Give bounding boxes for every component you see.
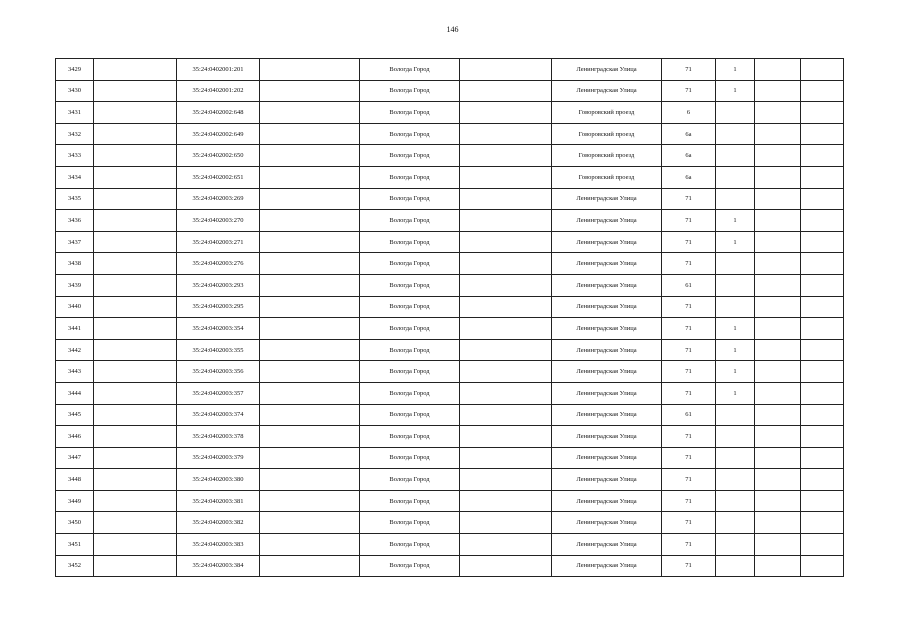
street-cell: Ленинградская Улица <box>552 80 662 102</box>
street-cell: Ленинградская Улица <box>552 512 662 534</box>
cadastral-number-cell: 35:24:0402003:383 <box>177 534 260 556</box>
row-number-cell: 3446 <box>56 426 94 448</box>
empty-cell <box>260 166 360 188</box>
empty-cell <box>460 188 552 210</box>
empty-cell <box>755 296 801 318</box>
street-cell: Говоровский проезд <box>552 166 662 188</box>
empty-cell <box>94 166 177 188</box>
flat-count-cell <box>716 512 755 534</box>
empty-cell <box>801 80 844 102</box>
street-cell: Ленинградская Улица <box>552 361 662 383</box>
empty-cell <box>94 188 177 210</box>
empty-cell <box>460 59 552 81</box>
empty-cell <box>801 555 844 577</box>
table-row <box>56 339 844 361</box>
empty-cell <box>460 123 552 145</box>
empty-cell <box>460 102 552 124</box>
row-number-cell: 3441 <box>56 318 94 340</box>
registry-table <box>55 58 844 577</box>
empty-cell <box>94 59 177 81</box>
empty-cell <box>755 80 801 102</box>
empty-cell <box>755 426 801 448</box>
empty-cell <box>260 382 360 404</box>
flat-count-cell <box>716 534 755 556</box>
empty-cell <box>260 231 360 253</box>
empty-cell <box>801 382 844 404</box>
city-cell: Вологда Город <box>360 210 460 232</box>
street-cell: Ленинградская Улица <box>552 339 662 361</box>
empty-cell <box>94 382 177 404</box>
table-row <box>56 426 844 448</box>
empty-cell <box>94 123 177 145</box>
empty-cell <box>94 447 177 469</box>
street-cell: Ленинградская Улица <box>552 382 662 404</box>
flat-count-cell <box>716 296 755 318</box>
street-cell: Ленинградская Улица <box>552 469 662 491</box>
cadastral-number-cell: 35:24:0402003:378 <box>177 426 260 448</box>
house-number-cell: 71 <box>662 490 716 512</box>
house-number-cell: 71 <box>662 59 716 81</box>
house-number-cell: 71 <box>662 231 716 253</box>
house-number-cell: 71 <box>662 426 716 448</box>
row-number-cell: 3442 <box>56 339 94 361</box>
empty-cell <box>755 404 801 426</box>
empty-cell <box>801 404 844 426</box>
empty-cell <box>755 231 801 253</box>
empty-cell <box>755 555 801 577</box>
street-cell: Ленинградская Улица <box>552 274 662 296</box>
row-number-cell: 3430 <box>56 80 94 102</box>
cadastral-number-cell: 35:24:0402003:293 <box>177 274 260 296</box>
empty-cell <box>260 59 360 81</box>
cadastral-number-cell: 35:24:0402003:356 <box>177 361 260 383</box>
flat-count-cell <box>716 166 755 188</box>
row-number-cell: 3435 <box>56 188 94 210</box>
city-cell: Вологда Город <box>360 447 460 469</box>
empty-cell <box>260 534 360 556</box>
cadastral-number-cell: 35:24:0402003:380 <box>177 469 260 491</box>
empty-cell <box>801 361 844 383</box>
empty-cell <box>755 447 801 469</box>
empty-cell <box>260 490 360 512</box>
city-cell: Вологда Город <box>360 123 460 145</box>
empty-cell <box>801 188 844 210</box>
empty-cell <box>460 231 552 253</box>
empty-cell <box>801 102 844 124</box>
empty-cell <box>94 274 177 296</box>
cadastral-number-cell: 35:24:0402003:355 <box>177 339 260 361</box>
empty-cell <box>94 490 177 512</box>
city-cell: Вологда Город <box>360 145 460 167</box>
empty-cell <box>260 426 360 448</box>
cadastral-number-cell: 35:24:0402003:374 <box>177 404 260 426</box>
city-cell: Вологда Город <box>360 382 460 404</box>
flat-count-cell <box>716 145 755 167</box>
city-cell: Вологда Город <box>360 296 460 318</box>
street-cell: Говоровский проезд <box>552 145 662 167</box>
street-cell: Ленинградская Улица <box>552 188 662 210</box>
empty-cell <box>460 145 552 167</box>
empty-cell <box>94 404 177 426</box>
house-number-cell: 71 <box>662 80 716 102</box>
empty-cell <box>260 253 360 275</box>
house-number-cell: 71 <box>662 210 716 232</box>
table-row <box>56 512 844 534</box>
house-number-cell: 71 <box>662 296 716 318</box>
empty-cell <box>801 253 844 275</box>
house-number-cell: 71 <box>662 318 716 340</box>
flat-count-cell: 1 <box>716 59 755 81</box>
table-row <box>56 469 844 491</box>
empty-cell <box>801 490 844 512</box>
street-cell: Говоровский проезд <box>552 123 662 145</box>
house-number-cell: 71 <box>662 447 716 469</box>
empty-cell <box>460 555 552 577</box>
city-cell: Вологда Город <box>360 274 460 296</box>
empty-cell <box>94 296 177 318</box>
house-number-cell: 71 <box>662 361 716 383</box>
empty-cell <box>801 426 844 448</box>
flat-count-cell: 1 <box>716 339 755 361</box>
empty-cell <box>260 512 360 534</box>
table-row <box>56 210 844 232</box>
empty-cell <box>755 102 801 124</box>
empty-cell <box>801 59 844 81</box>
empty-cell <box>94 534 177 556</box>
flat-count-cell: 1 <box>716 231 755 253</box>
empty-cell <box>801 296 844 318</box>
table-row <box>56 166 844 188</box>
empty-cell <box>801 469 844 491</box>
empty-cell <box>755 361 801 383</box>
street-cell: Ленинградская Улица <box>552 447 662 469</box>
row-number-cell: 3429 <box>56 59 94 81</box>
cadastral-number-cell: 35:24:0402003:270 <box>177 210 260 232</box>
empty-cell <box>755 59 801 81</box>
empty-cell <box>260 145 360 167</box>
table-row <box>56 382 844 404</box>
street-cell: Ленинградская Улица <box>552 490 662 512</box>
empty-cell <box>801 210 844 232</box>
empty-cell <box>260 447 360 469</box>
city-cell: Вологда Город <box>360 490 460 512</box>
empty-cell <box>460 490 552 512</box>
row-number-cell: 3448 <box>56 469 94 491</box>
empty-cell <box>460 512 552 534</box>
flat-count-cell <box>716 447 755 469</box>
cadastral-number-cell: 35:24:0402003:384 <box>177 555 260 577</box>
cadastral-number-cell: 35:24:0402003:354 <box>177 318 260 340</box>
city-cell: Вологда Город <box>360 512 460 534</box>
empty-cell <box>755 382 801 404</box>
row-number-cell: 3443 <box>56 361 94 383</box>
empty-cell <box>460 469 552 491</box>
table-row <box>56 404 844 426</box>
cadastral-number-cell: 35:24:0402003:271 <box>177 231 260 253</box>
flat-count-cell: 1 <box>716 318 755 340</box>
empty-cell <box>755 274 801 296</box>
flat-count-cell <box>716 188 755 210</box>
empty-cell <box>755 512 801 534</box>
row-number-cell: 3437 <box>56 231 94 253</box>
table-row <box>56 102 844 124</box>
table-row <box>56 534 844 556</box>
house-number-cell: 71 <box>662 469 716 491</box>
empty-cell <box>460 80 552 102</box>
empty-cell <box>460 274 552 296</box>
empty-cell <box>460 210 552 232</box>
city-cell: Вологда Город <box>360 555 460 577</box>
house-number-cell: 61 <box>662 274 716 296</box>
empty-cell <box>94 253 177 275</box>
table-row <box>56 231 844 253</box>
house-number-cell: 71 <box>662 188 716 210</box>
empty-cell <box>460 361 552 383</box>
street-cell: Ленинградская Улица <box>552 534 662 556</box>
house-number-cell: 71 <box>662 339 716 361</box>
street-cell: Ленинградская Улица <box>552 404 662 426</box>
row-number-cell: 3451 <box>56 534 94 556</box>
empty-cell <box>260 188 360 210</box>
empty-cell <box>260 404 360 426</box>
table-row <box>56 318 844 340</box>
flat-count-cell <box>716 123 755 145</box>
flat-count-cell: 1 <box>716 361 755 383</box>
cadastral-number-cell: 35:24:0402003:382 <box>177 512 260 534</box>
street-cell: Ленинградская Улица <box>552 59 662 81</box>
flat-count-cell <box>716 274 755 296</box>
registry-table-body <box>56 59 844 577</box>
empty-cell <box>94 80 177 102</box>
street-cell: Ленинградская Улица <box>552 253 662 275</box>
empty-cell <box>94 318 177 340</box>
table-row <box>56 145 844 167</box>
cadastral-number-cell: 35:24:0402003:295 <box>177 296 260 318</box>
empty-cell <box>460 339 552 361</box>
empty-cell <box>94 512 177 534</box>
house-number-cell: 6 <box>662 102 716 124</box>
empty-cell <box>460 382 552 404</box>
city-cell: Вологда Город <box>360 59 460 81</box>
table-row <box>56 274 844 296</box>
empty-cell <box>260 339 360 361</box>
city-cell: Вологда Город <box>360 80 460 102</box>
row-number-cell: 3438 <box>56 253 94 275</box>
city-cell: Вологда Город <box>360 361 460 383</box>
flat-count-cell <box>716 490 755 512</box>
page-number: 146 <box>446 25 459 34</box>
table-row <box>56 296 844 318</box>
house-number-cell: 6а <box>662 145 716 167</box>
street-cell: Ленинградская Улица <box>552 210 662 232</box>
city-cell: Вологда Город <box>360 231 460 253</box>
empty-cell <box>755 490 801 512</box>
empty-cell <box>755 318 801 340</box>
street-cell: Говоровский проезд <box>552 102 662 124</box>
flat-count-cell: 1 <box>716 382 755 404</box>
table-row <box>56 361 844 383</box>
row-number-cell: 3445 <box>56 404 94 426</box>
empty-cell <box>260 555 360 577</box>
row-number-cell: 3449 <box>56 490 94 512</box>
city-cell: Вологда Город <box>360 166 460 188</box>
table-row <box>56 253 844 275</box>
empty-cell <box>755 166 801 188</box>
flat-count-cell <box>716 426 755 448</box>
flat-count-cell <box>716 555 755 577</box>
cadastral-number-cell: 35:24:0402002:650 <box>177 145 260 167</box>
cadastral-number-cell: 35:24:0402001:201 <box>177 59 260 81</box>
cadastral-number-cell: 35:24:0402002:648 <box>177 102 260 124</box>
flat-count-cell: 1 <box>716 210 755 232</box>
street-cell: Ленинградская Улица <box>552 426 662 448</box>
cadastral-number-cell: 35:24:0402003:357 <box>177 382 260 404</box>
empty-cell <box>801 123 844 145</box>
empty-cell <box>755 469 801 491</box>
street-cell: Ленинградская Улица <box>552 555 662 577</box>
empty-cell <box>755 123 801 145</box>
flat-count-cell: 1 <box>716 80 755 102</box>
empty-cell <box>460 166 552 188</box>
empty-cell <box>460 253 552 275</box>
row-number-cell: 3444 <box>56 382 94 404</box>
empty-cell <box>755 339 801 361</box>
empty-cell <box>260 296 360 318</box>
empty-cell <box>801 512 844 534</box>
cadastral-number-cell: 35:24:0402001:202 <box>177 80 260 102</box>
row-number-cell: 3436 <box>56 210 94 232</box>
table-row <box>56 80 844 102</box>
empty-cell <box>94 555 177 577</box>
row-number-cell: 3434 <box>56 166 94 188</box>
flat-count-cell <box>716 469 755 491</box>
cadastral-number-cell: 35:24:0402003:381 <box>177 490 260 512</box>
empty-cell <box>94 102 177 124</box>
empty-cell <box>801 231 844 253</box>
house-number-cell: 6а <box>662 123 716 145</box>
row-number-cell: 3432 <box>56 123 94 145</box>
empty-cell <box>755 253 801 275</box>
row-number-cell: 3431 <box>56 102 94 124</box>
empty-cell <box>755 145 801 167</box>
empty-cell <box>801 447 844 469</box>
empty-cell <box>460 404 552 426</box>
city-cell: Вологда Город <box>360 318 460 340</box>
empty-cell <box>755 534 801 556</box>
table-row <box>56 447 844 469</box>
street-cell: Ленинградская Улица <box>552 231 662 253</box>
empty-cell <box>94 426 177 448</box>
empty-cell <box>460 447 552 469</box>
row-number-cell: 3439 <box>56 274 94 296</box>
empty-cell <box>260 318 360 340</box>
empty-cell <box>801 166 844 188</box>
city-cell: Вологда Город <box>360 339 460 361</box>
cadastral-number-cell: 35:24:0402003:276 <box>177 253 260 275</box>
empty-cell <box>260 469 360 491</box>
empty-cell <box>260 80 360 102</box>
empty-cell <box>260 102 360 124</box>
flat-count-cell <box>716 102 755 124</box>
empty-cell <box>94 145 177 167</box>
empty-cell <box>94 210 177 232</box>
city-cell: Вологда Город <box>360 188 460 210</box>
empty-cell <box>755 188 801 210</box>
house-number-cell: 71 <box>662 555 716 577</box>
row-number-cell: 3447 <box>56 447 94 469</box>
city-cell: Вологда Город <box>360 469 460 491</box>
city-cell: Вологда Город <box>360 534 460 556</box>
street-cell: Ленинградская Улица <box>552 296 662 318</box>
row-number-cell: 3433 <box>56 145 94 167</box>
empty-cell <box>460 534 552 556</box>
flat-count-cell <box>716 404 755 426</box>
house-number-cell: 71 <box>662 512 716 534</box>
empty-cell <box>460 426 552 448</box>
row-number-cell: 3440 <box>56 296 94 318</box>
empty-cell <box>801 274 844 296</box>
empty-cell <box>94 469 177 491</box>
row-number-cell: 3452 <box>56 555 94 577</box>
empty-cell <box>94 339 177 361</box>
empty-cell <box>801 145 844 167</box>
house-number-cell: 71 <box>662 534 716 556</box>
city-cell: Вологда Город <box>360 253 460 275</box>
house-number-cell: 61 <box>662 404 716 426</box>
empty-cell <box>260 123 360 145</box>
empty-cell <box>260 274 360 296</box>
empty-cell <box>94 231 177 253</box>
table-row <box>56 123 844 145</box>
empty-cell <box>801 534 844 556</box>
row-number-cell: 3450 <box>56 512 94 534</box>
table-row <box>56 59 844 81</box>
cadastral-number-cell: 35:24:0402002:651 <box>177 166 260 188</box>
house-number-cell: 71 <box>662 253 716 275</box>
table-row <box>56 188 844 210</box>
city-cell: Вологда Город <box>360 404 460 426</box>
city-cell: Вологда Город <box>360 102 460 124</box>
table-row <box>56 490 844 512</box>
city-cell: Вологда Город <box>360 426 460 448</box>
street-cell: Ленинградская Улица <box>552 318 662 340</box>
empty-cell <box>260 361 360 383</box>
empty-cell <box>94 361 177 383</box>
empty-cell <box>801 339 844 361</box>
house-number-cell: 71 <box>662 382 716 404</box>
empty-cell <box>801 318 844 340</box>
table-row <box>56 555 844 577</box>
empty-cell <box>460 318 552 340</box>
empty-cell <box>460 296 552 318</box>
empty-cell <box>755 210 801 232</box>
cadastral-number-cell: 35:24:0402002:649 <box>177 123 260 145</box>
flat-count-cell <box>716 253 755 275</box>
cadastral-number-cell: 35:24:0402003:269 <box>177 188 260 210</box>
cadastral-number-cell: 35:24:0402003:379 <box>177 447 260 469</box>
house-number-cell: 6а <box>662 166 716 188</box>
empty-cell <box>260 210 360 232</box>
